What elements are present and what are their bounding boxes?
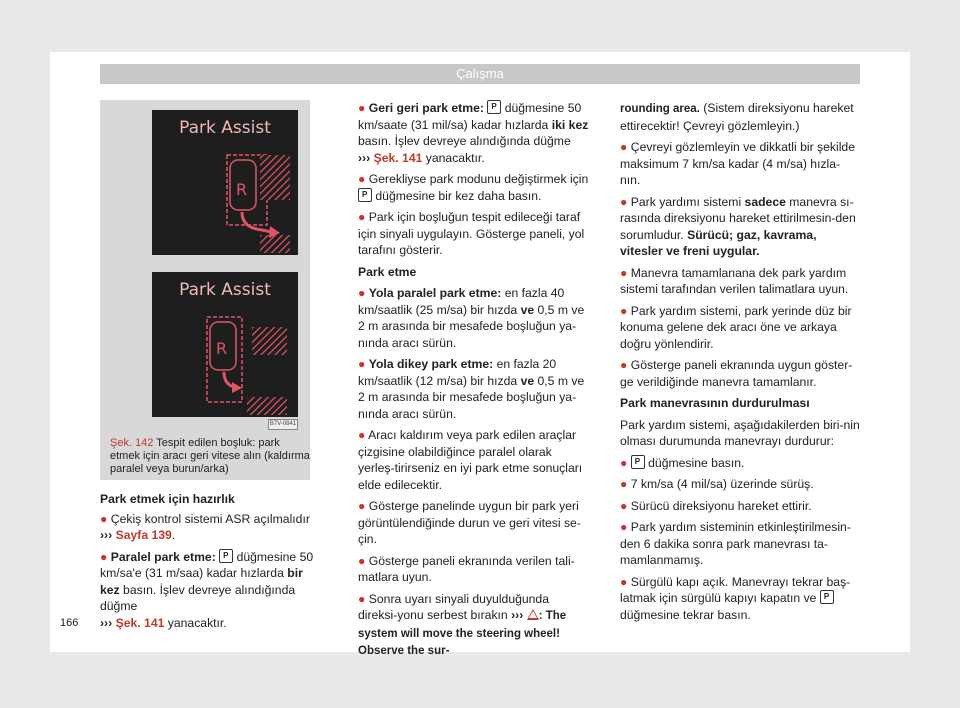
- section-heading: Park manevrasının durdurulması: [620, 396, 810, 410]
- column-2: ● Geri geri park etme: P düğmesine 50 km/saate (31 mil/sa) kadar hızlarda iki kez basın. İşlev devreye alındığında düğme ››› Şek. 141 yanacaktır. ● Gerekliyse park modunu değiştirmek için P düğmesine bir kez daha basın. ● Park için boşluğun tespit edileceği taraf için sinyali uygulayın. Gösterge paneli, yol tarafını gösterir. Park etme ● Yola paralel park etme: en fazla 40 km/saatlik (25 m/sa) bir hızda ve 0,5 m ve 2 m arasında bir mesafede boşluğun ya-nında aracı sürün. ● Yola dikey park etme: en fazla 20 km/saatlik (12 m/sa) bir hızda ve 0,5 m ve 2 m arasında bir mesafede boşluğun ya-nında aracı sürün. ● Aracı kaldırım veya park edilen araçlar çizgisine olabildiğince paralel olarak yerleş-tirirseniz en iyi park etme sonuçları elde edilecektir. ● Gösterge panelinde uygun bir park yeri görüntülendiğinde durun ve geri vitesi se-çin. ● Gösterge paneli ekranında verilen tali-matlara uyun. ● Sonra uyarı sinyali duyulduğunda direksi-yonu serbest bırakın ››› : The system will move the steering wheel! Observe the sur-: [358, 100, 590, 665]
- parking-diagram-top: [152, 110, 298, 255]
- section-header: Çalışma: [100, 64, 860, 84]
- caption-text: Tespit edilen boşluk: park etmek için aracı geri vitese alın (kaldırma paralel veya burun/arka): [110, 437, 310, 475]
- link-sek-141[interactable]: Şek. 141: [115, 615, 165, 630]
- reverse-letter: R: [236, 180, 248, 199]
- park-button-icon: [631, 455, 645, 469]
- caption-label: Şek. 142: [110, 437, 154, 449]
- panel-title: Park Assist: [179, 280, 271, 300]
- park-button-icon: [358, 188, 372, 202]
- reverse-letter: R: [216, 339, 228, 358]
- page-number: 166: [60, 617, 79, 629]
- park-button-icon: [820, 590, 834, 604]
- section-heading: Park etmek için hazırlık: [100, 492, 235, 506]
- park-assist-panel-top: [152, 110, 298, 255]
- column-1: Park etmek için hazırlık ● Çekiş kontrol sistemi ASR açılmalıdır ››› Sayfa 139. ● Paralel park etme: P düğmesine 50 km/sa'e (31 m/saa) kadar hızlarda bir kez basın. İşlev devreye alındığında düğme ››› Şek. 141 yanacaktır.: [100, 491, 320, 636]
- park-button-icon: [219, 549, 233, 563]
- warning-icon[interactable]: [527, 609, 539, 620]
- link-sayfa-139[interactable]: Sayfa 139: [115, 528, 172, 542]
- link-sek-141[interactable]: Şek. 141: [373, 150, 423, 165]
- figure-id: B7V-0841: [268, 419, 298, 430]
- panel-title: Park Assist: [179, 118, 271, 138]
- park-button-icon: [487, 100, 501, 114]
- section-heading: Park etme: [358, 264, 417, 279]
- figure-caption: [110, 437, 310, 476]
- parking-diagram-bottom: [152, 272, 298, 417]
- column-3: rounding area. (Sistem direksiyonu hareket ettirecektir! Çevreyi gözlemleyin.) ● Çevreyi gözlemleyin ve dikkatli bir şekilde maksimum 7 km/sa kadar (4 m/sa) hızla-nın. ● Park yardımı sistemi sadece manevra sı-rasında direksiyonu hareket ettirilmesin-den sorumludur. Sürücü; gaz, kavrama, vitesler ve freni uygular. ● Manevra tamamlanana dek park yardım sistemi tarafından verilen talimatlara uyun. ● Park yardım sistemi, park yerinde düz bir konuma gelene dek aracı öne ve arkaya doğru yönlendirir. ● Gösterge paneli ekranında uygun göster-ge verildiğinde manevra tamamlanır. Park manevrasının durdurulması Park yardım sistemi, aşağıdakilerden biri-nin olması durumunda manevrayı durdurur: ● P düğmesine basın. ● 7 km/sa (4 mil/sa) üzerinde sürüş. ● Sürücü direksiyonu hareket ettirir. ● Park yardım sisteminin etkinleştirilmesin-den 6 dakika sonra park manevrası ta-mamlanmamış. ● Sürgülü kapı açık. Manevrayı tekrar baş-latmak için sürgülü kapıyı kapatın ve P düğmesine tekrar basın.: [620, 100, 860, 628]
- park-assist-panel-bottom: [152, 272, 298, 417]
